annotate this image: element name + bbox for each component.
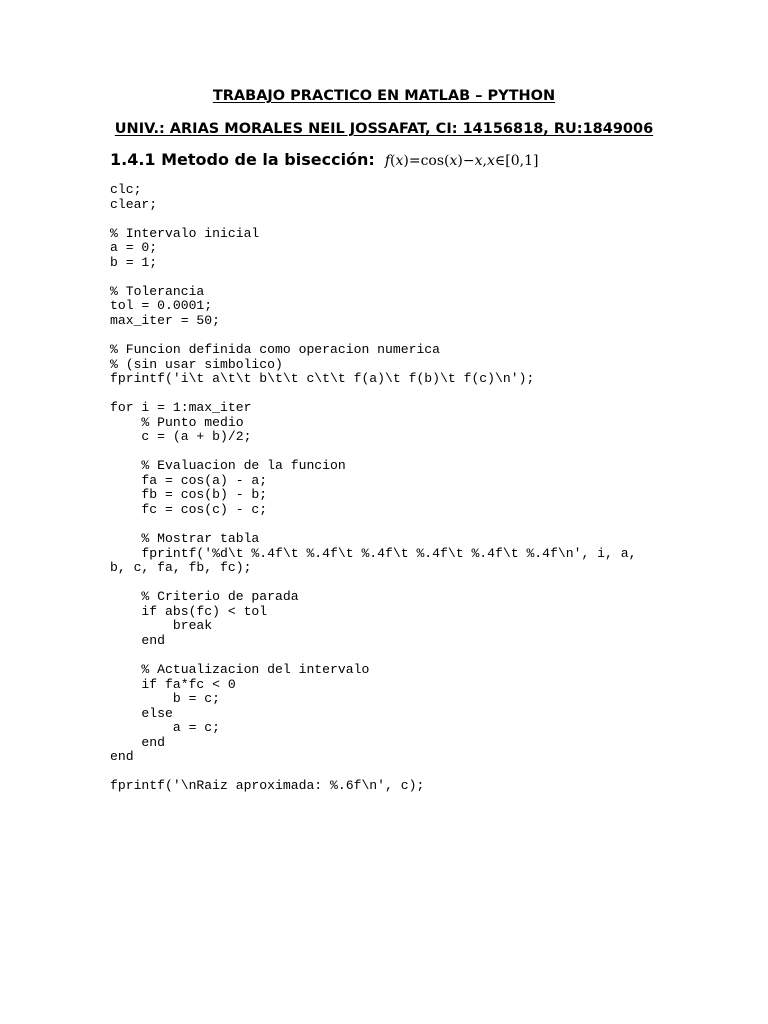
document-title: TRABAJO PRACTICO EN MATLAB – PYTHON: [212, 88, 556, 104]
formula-rparen: ): [403, 153, 409, 169]
formula-x2: x: [449, 153, 458, 169]
formula-eq-cos: =cos: [408, 153, 445, 169]
section-heading-row: [110, 150, 538, 169]
formula-rparen2: ): [457, 153, 463, 169]
formula-x: x: [395, 153, 404, 169]
formula-f: f: [384, 153, 391, 169]
formula-interval: [0,1]: [505, 153, 539, 169]
formula-element-of: ∈: [494, 153, 506, 169]
function-formula: [385, 153, 539, 169]
formula-x4: x: [486, 153, 495, 169]
formula-lparen2: (: [444, 153, 450, 169]
formula-comma: ,: [482, 153, 487, 169]
formula-x3: x: [474, 153, 483, 169]
author-line: UNIV.: ARIAS MORALES NEIL JOSSAFAT, CI: 14156818, RU:1849006: [114, 121, 654, 137]
section-heading: 1.4.1 Metodo de la bisección:: [110, 150, 375, 169]
code-listing: clc; clear; % Intervalo inicial a = 0; b = 1; % Tolerancia tol = 0.0001; max_iter = 50; % Funcion definida como operacion numerica % (sin usar simbolico) fprintf('i\t a\t\t b\t\t c\t\t f(a)\t f(b)\t f(c)\n'); for i = 1:max_iter % Punto medio c = (a + b)/2; % Evaluacion de la funcion fa = cos(a) - a; fb = cos(b) - b; fc = cos(c) - c; % Mostrar tabla fprintf('%d\t %.4f\t %.4f\t %.4f\t %.4f\t %.4f\t %.4f\n', i, a, b, c, fa, fb, fc); % Criterio de parada if abs(fc) < tol break end % Actualizacion del intervalo if fa*fc < 0 b = c; else a = c; end end fprintf('\nRaiz aproximada: %.6f\n', c);: [110, 182, 637, 794]
formula-minus: −: [462, 153, 475, 169]
formula-lparen: (: [390, 153, 396, 169]
